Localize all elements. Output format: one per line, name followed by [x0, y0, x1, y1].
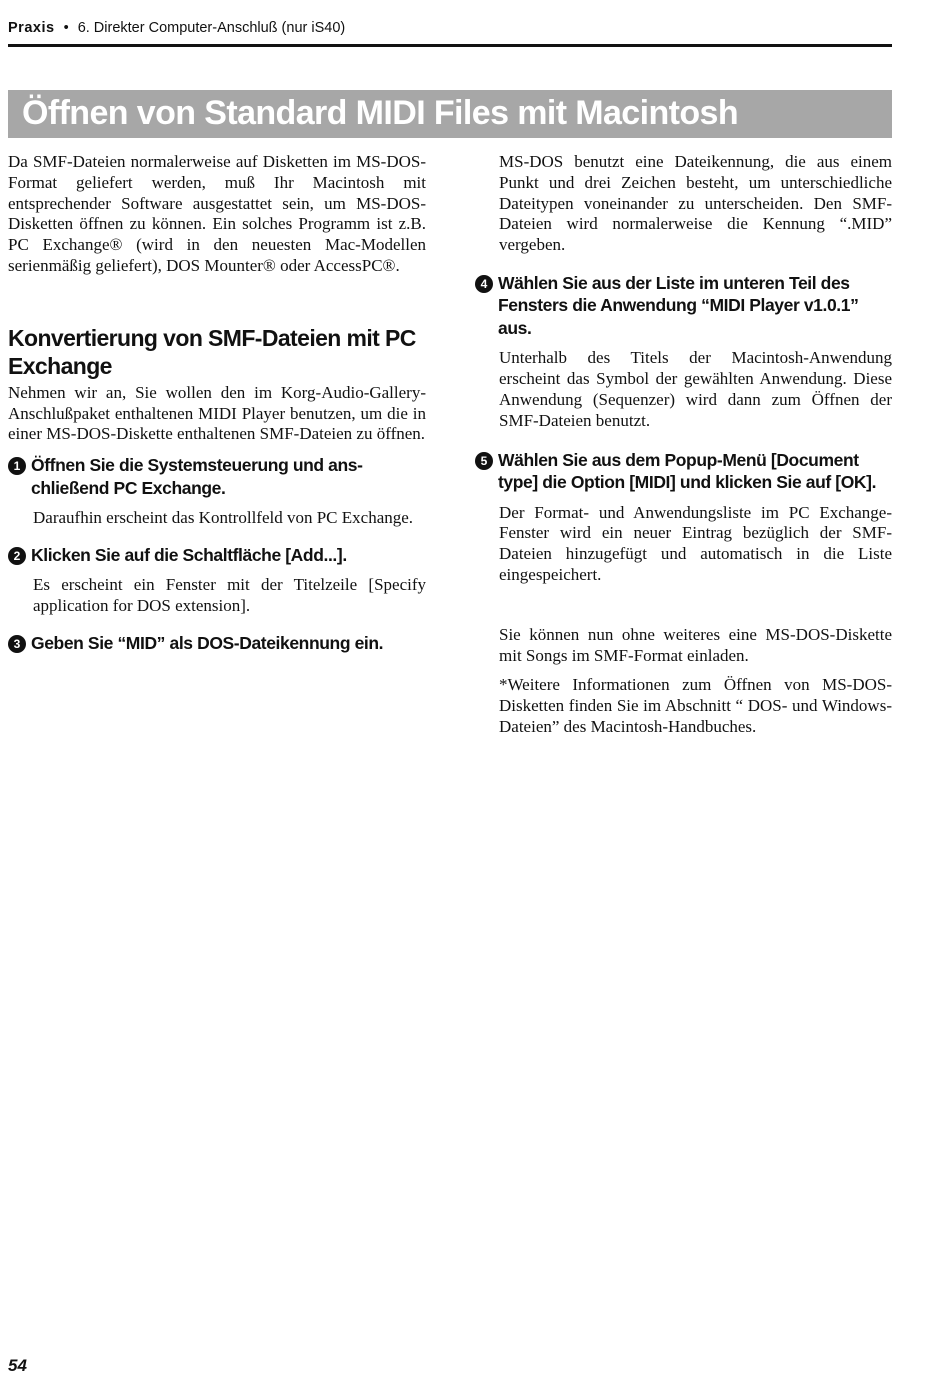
step-number-badge: 4: [475, 275, 493, 293]
step-number-badge: 3: [8, 635, 26, 653]
page-title: Öffnen von Standard MIDI Files mit Macintosh: [22, 94, 738, 132]
step-instruction: Wählen Sie aus der Liste im unteren Teil des Fensters die Anwendung “MIDI Player v1.0.1” aus.: [498, 272, 859, 338]
step-3: [8, 632, 426, 655]
right-column: [480, 152, 892, 738]
chapter-label: 6. Direkter Computer-Anschluß (nur iS40): [77, 20, 346, 36]
step-2: [8, 544, 426, 567]
step-description: Daraufhin erscheint das Kontrollfeld von PC Exchange.: [33, 508, 414, 528]
intro-paragraph: Da SMF-Dateien normalerweise auf Disketten im MS-DOS-Format geliefert werden, muß Ihr Macintosh mit entsprechender Software ausgestattet sein, um MS-DOS-Disketten öffnen zu können. Ein solches Programm ist z.B. PC Exchange® (wird in den neuesten Mac-Modellen serienmäßig geliefert), DOS Mounter® oder AccessPC®.: [8, 152, 426, 275]
step-instruction: Öffnen Sie die Systemsteuerung und anschließend PC Exchange.: [31, 455, 363, 498]
section-intro-paragraph: Nehmen wir an, Sie wollen den im Korg-Audio-Gallery-Anschlußpaket enthaltenen MIDI Player benutzen, um die in einer MS-DOS-Diskette enthaltenen SMF-Dateien zu öffnen.: [8, 382, 426, 444]
header-rule: [8, 44, 892, 47]
bullet-separator: •: [63, 20, 69, 36]
running-head: [8, 20, 892, 36]
left-column: [8, 152, 426, 655]
step-number-badge: 5: [475, 452, 493, 470]
closing-paragraph: Sie können nun ohne weiteres eine MS-DOS-Diskette mit Songs im SMF-Format einladen.: [499, 624, 892, 665]
step-description: Es erscheint ein Fenster mit der Titelzeile [Specify application for DOS extension].: [33, 575, 426, 616]
step-1: [8, 454, 426, 499]
step-4: [475, 272, 892, 340]
footnote-paragraph: *Weitere Informationen zum Öffnen von MS-DOS-Disketten finden Sie im Abschnitt “ DOS- und Windows-Dateien” des Macintosh-Handbuches.: [499, 675, 892, 737]
step-description: Unterhalb des Titels der Macintosh-Anwendung erscheint das Symbol der gewählten Anwendung. Diese Anwendung (Sequenzer) wird dann zum Öffnen der SMF-Dateien benutzt.: [499, 348, 892, 430]
section-heading: Konvertierung von SMF-Dateien mit PC Exchange: [8, 324, 416, 379]
page-number: 54: [8, 1356, 27, 1375]
step-instruction: Geben Sie “MID” als DOS-Dateikennung ein.: [31, 633, 384, 654]
title-bar: [8, 90, 892, 138]
step-description: Der Format- und Anwendungsliste im PC Exchange-Fenster wird ein neuer Eintrag bezüglich der SMF-Dateien hinzugefügt und automatisch in die Liste eingespeichert.: [499, 502, 892, 585]
step-number-badge: 2: [8, 547, 26, 565]
step-number-badge: 1: [8, 457, 26, 475]
step-5: [475, 449, 892, 494]
section-label: Praxis: [8, 20, 55, 36]
step-instruction: Wählen Sie aus dem Popup-Menü [Document type] die Option [MIDI] und klicken Sie auf [OK].: [498, 449, 877, 493]
step-instruction: Klicken Sie auf die Schaltfläche [Add...].: [31, 544, 347, 565]
intro-paragraph: MS-DOS benutzt eine Dateikennung, die aus einem Punkt und drei Zeichen besteht, um unterschiedliche Dateitypen voneinander zu unterscheiden. Den SMF-Dateien wird normalerweise die Kennung “.MID” vergeben.: [499, 152, 892, 255]
